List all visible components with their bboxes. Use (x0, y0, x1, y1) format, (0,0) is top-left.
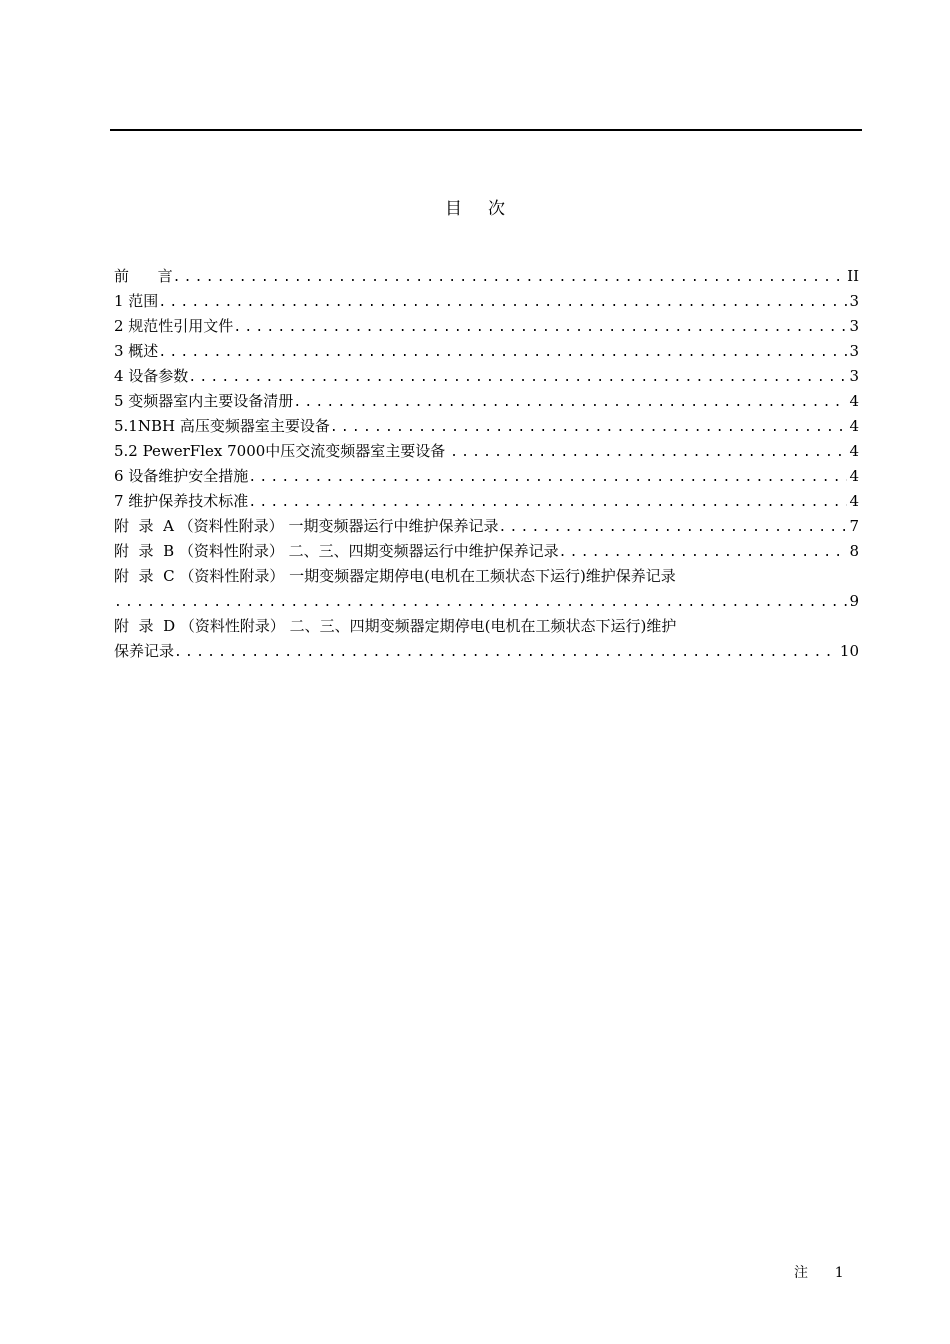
toc-entry[interactable] (114, 289, 859, 314)
toc-entry[interactable] (114, 364, 859, 389)
toc-leader-dots (498, 515, 847, 539)
toc-entry-page: II (847, 267, 859, 285)
toc-entry-label: 前 言 (114, 267, 173, 285)
toc-entry-page: 8 (849, 542, 859, 560)
toc-leader-dots (173, 265, 846, 289)
toc-entry-label: 4 设备参数 (114, 367, 189, 385)
toc-leader-dots (293, 390, 847, 414)
toc-entry-label: 6 设备维护安全措施 (114, 467, 249, 485)
toc-entry-page: 3 (849, 317, 859, 335)
toc-entry-page: 3 (849, 292, 859, 310)
toc-entry-page: 4 (849, 392, 859, 410)
toc-entry-label: 3 概述 (114, 342, 159, 360)
toc-entry[interactable] (114, 414, 859, 439)
toc-entry-label: 附 录 D （资料性附录） 二、三、四期变频器定期停电(电机在工频状态下运行)维护 (114, 617, 677, 635)
toc-entry-label: 5.2 PewerFlex 7000中压交流变频器室主要设备 (114, 442, 451, 460)
toc-entry-page: 3 (849, 342, 859, 360)
toc-entry-label-continued: 保养记录 (114, 642, 175, 660)
toc-leader-dots (174, 640, 838, 664)
toc-leader-dots (330, 415, 848, 439)
toc-leader-dots (559, 540, 848, 564)
toc-entry-page: 4 (849, 492, 859, 510)
toc-leader-dots (158, 340, 847, 364)
toc-entry[interactable] (114, 514, 859, 539)
toc-entry[interactable] (114, 539, 859, 564)
toc-entry-page: 7 (849, 517, 859, 535)
toc-entry[interactable] (114, 489, 859, 514)
footer-note: 注 (794, 1265, 808, 1281)
toc-entry-wrapped[interactable] (114, 614, 859, 664)
toc-leader-dots (248, 465, 847, 489)
toc-entry-page: 3 (849, 367, 859, 385)
toc-entry-label: 5 变频器室内主要设备清册 (114, 392, 294, 410)
toc-leader-dots (248, 490, 847, 514)
toc-entry-page: 4 (849, 417, 859, 435)
toc-entry-label: 1 范围 (114, 292, 159, 310)
page-footer (794, 1262, 844, 1282)
toc-leader-dots (450, 440, 847, 464)
footer-page-number: 1 (834, 1265, 844, 1281)
toc-entry-label: 附 录 B （资料性附录） 二、三、四期变频器运行中维护保养记录 (114, 542, 559, 560)
table-of-contents (114, 264, 859, 664)
toc-title: 目次 (445, 199, 531, 219)
toc-entry-label: 5.1NBH 高压变频器室主要设备 (114, 417, 330, 435)
toc-leader-dots (114, 590, 847, 614)
toc-entry[interactable] (114, 264, 859, 289)
toc-entry-label: 2 规范性引用文件 (114, 317, 234, 335)
toc-entry-label: 附 录 C （资料性附录） 一期变频器定期停电(电机在工频状态下运行)维护保养记录 (114, 567, 676, 585)
toc-entry[interactable] (114, 464, 859, 489)
toc-leader-dots (233, 315, 847, 339)
toc-entry-wrapped[interactable] (114, 564, 859, 614)
toc-entry[interactable] (114, 439, 859, 464)
toc-entry-page: 4 (849, 442, 859, 460)
toc-entry-page: 4 (849, 467, 859, 485)
header-rule (110, 129, 862, 131)
toc-entry-label: 7 维护保养技术标准 (114, 492, 249, 510)
toc-entry[interactable] (114, 314, 859, 339)
toc-entry[interactable] (114, 389, 859, 414)
toc-entry-page: 10 (839, 642, 859, 660)
toc-entry[interactable] (114, 339, 859, 364)
toc-entry-page: 9 (849, 592, 859, 610)
toc-entry-label: 附 录 A （资料性附录） 一期变频器运行中维护保养记录 (114, 517, 499, 535)
toc-leader-dots (158, 290, 847, 314)
toc-leader-dots (188, 365, 847, 389)
